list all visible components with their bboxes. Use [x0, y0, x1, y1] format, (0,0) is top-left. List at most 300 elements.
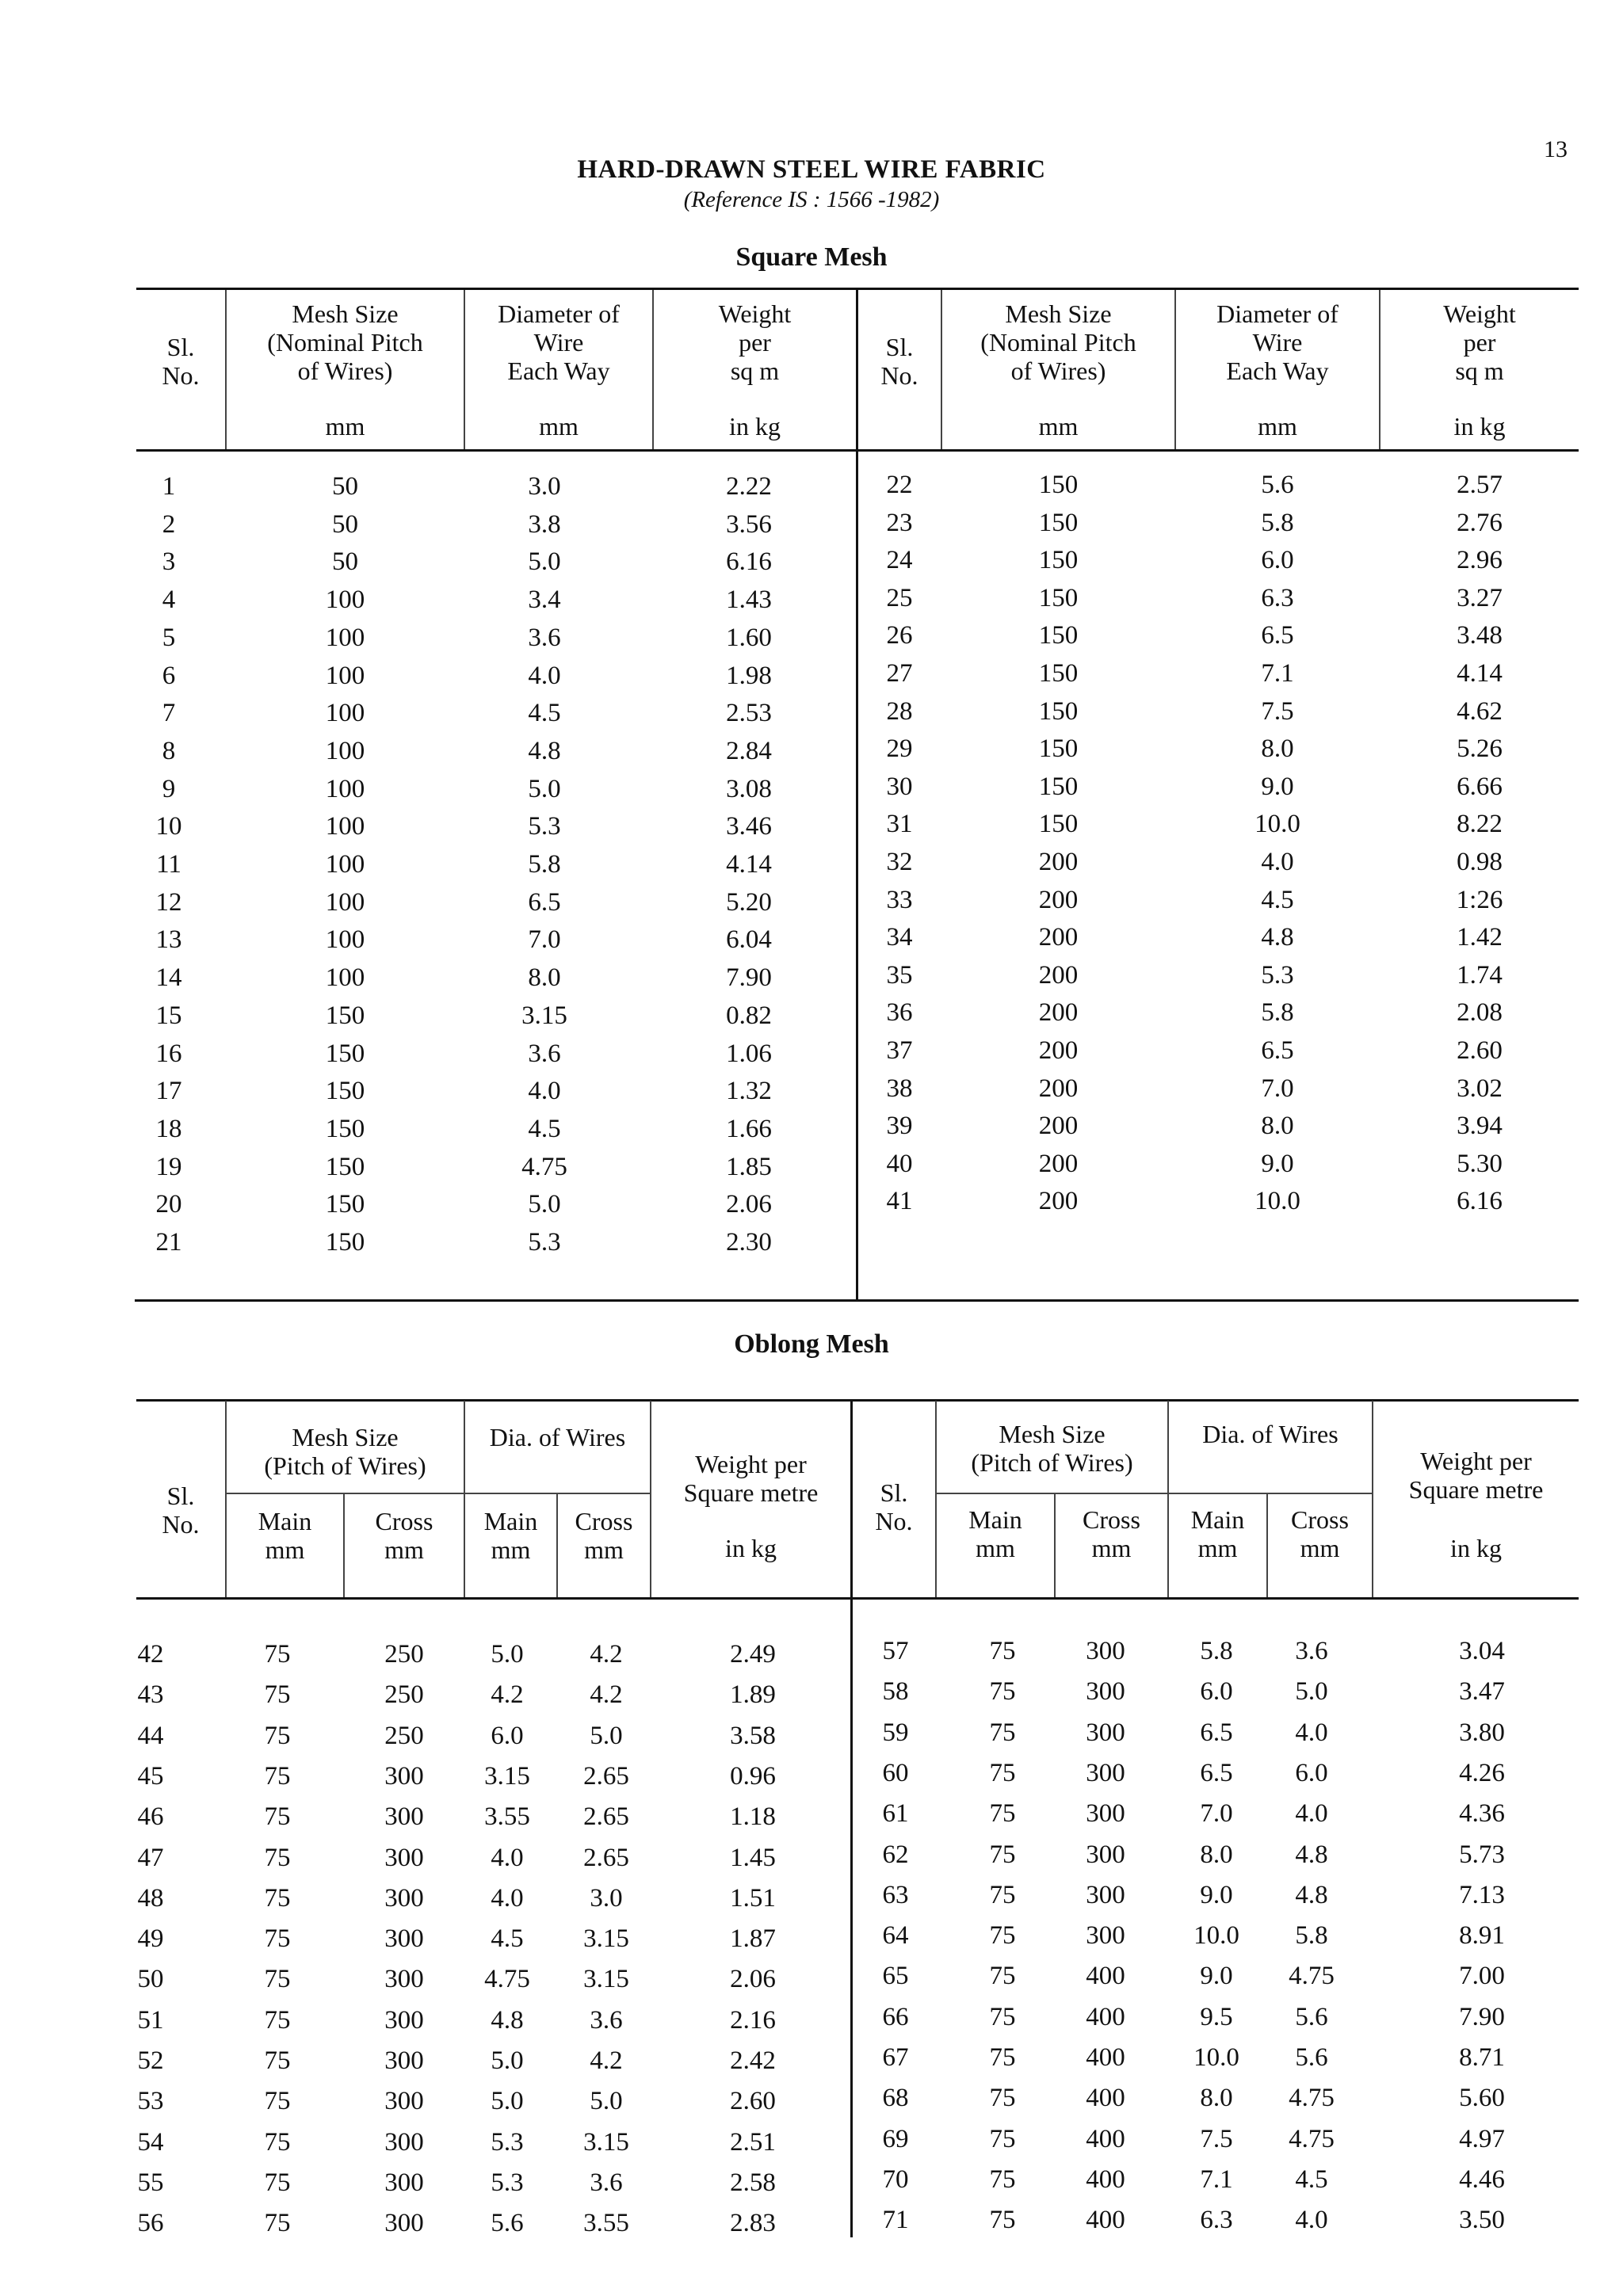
header-sl-no: Sl. No. — [162, 1482, 200, 1539]
cell-weight: 2.83 — [730, 2209, 776, 2238]
cell-mesh-size: 150 — [1038, 546, 1079, 575]
cell-mesh-main: 75 — [989, 1718, 1016, 1747]
cell-mesh-size: 100 — [325, 623, 365, 652]
cell-weight: 1.74 — [1457, 960, 1503, 990]
cell-sl-no: 69 — [882, 2124, 909, 2153]
cell-sl-no: 57 — [882, 1637, 909, 1665]
cell-dia-cross: 5.0 — [590, 2087, 623, 2116]
cell-mesh-main: 75 — [264, 1883, 291, 1913]
cell-mesh-size: 200 — [1038, 998, 1079, 1028]
cell-diameter: 5.0 — [528, 774, 561, 803]
cell-sl-no: 15 — [155, 1001, 182, 1030]
cell-weight: 3.56 — [726, 509, 772, 539]
cell-dia-main: 9.5 — [1200, 2002, 1233, 2031]
cell-mesh-size: 150 — [325, 1228, 365, 1257]
cell-weight: 0.98 — [1457, 848, 1503, 876]
cell-sl-no: 16 — [155, 1039, 182, 1068]
cell-mesh-size: 150 — [1038, 621, 1079, 650]
cell-weight: 4.14 — [726, 850, 772, 879]
cell-mesh-main: 75 — [989, 1677, 1016, 1707]
cell-mesh-cross: 400 — [1086, 2002, 1125, 2031]
cell-weight: 1.06 — [726, 1039, 772, 1068]
cell-diameter: 4.75 — [521, 1152, 567, 1181]
cell-weight: 6.16 — [726, 547, 772, 577]
cell-mesh-cross: 400 — [1086, 1962, 1125, 1991]
cell-mesh-main: 75 — [989, 2206, 1016, 2235]
cell-weight: 4.26 — [1459, 1758, 1505, 1787]
cell-mesh-size: 150 — [1038, 734, 1079, 764]
cell-diameter: 9.0 — [1261, 772, 1294, 801]
cell-diameter: 4.8 — [1261, 923, 1294, 952]
cell-sl-no: 61 — [882, 1799, 909, 1829]
cell-sl-no: 50 — [137, 1965, 164, 1994]
cell-dia-main: 9.0 — [1200, 1880, 1233, 1909]
cell-weight: 2.57 — [1457, 471, 1503, 499]
cell-sl-no: 39 — [886, 1112, 913, 1141]
cell-mesh-cross: 250 — [384, 1721, 424, 1750]
cell-sl-no: 56 — [137, 2209, 164, 2238]
cell-weight: 5.60 — [1459, 2084, 1505, 2113]
header-mesh-size: Mesh Size (Nominal Pitch of Wires) — [980, 299, 1136, 385]
cell-mesh-size: 100 — [325, 736, 365, 765]
cell-mesh-size: 50 — [332, 509, 358, 539]
cell-weight: 2.58 — [730, 2168, 776, 2197]
cell-mesh-main: 75 — [264, 1761, 291, 1791]
cell-weight: 5.20 — [726, 887, 772, 917]
cell-diameter: 5.3 — [1261, 960, 1294, 990]
cell-weight: 7.90 — [1459, 2002, 1505, 2031]
cell-sl-no: 20 — [155, 1190, 182, 1219]
cell-sl-no: 62 — [882, 1840, 909, 1869]
cell-mesh-cross: 250 — [384, 1680, 424, 1710]
cell-mesh-main: 75 — [264, 1640, 291, 1669]
cell-mesh-main: 75 — [989, 2164, 1016, 2194]
table-rule-header — [136, 1597, 1579, 1600]
cell-weight: 2.84 — [726, 736, 772, 765]
cell-weight: 3.46 — [726, 812, 772, 841]
cell-sl-no: 55 — [137, 2168, 164, 2197]
cell-mesh-cross: 300 — [384, 2168, 424, 2197]
cell-mesh-size: 150 — [1038, 772, 1079, 801]
cell-diameter: 7.0 — [528, 925, 561, 955]
cell-weight: 4.97 — [1459, 2124, 1505, 2153]
cell-mesh-main: 75 — [989, 2124, 1016, 2153]
cell-dia-cross: 3.0 — [590, 1883, 623, 1913]
cell-mesh-cross: 300 — [384, 2209, 424, 2238]
cell-dia-main: 7.5 — [1200, 2124, 1233, 2153]
cell-sl-no: 60 — [882, 1758, 909, 1787]
cell-dia-main: 10.0 — [1193, 1921, 1239, 1951]
cell-mesh-size: 100 — [325, 887, 365, 917]
cell-mesh-cross: 300 — [384, 2046, 424, 2075]
square-mesh-heading: Square Mesh — [735, 242, 888, 272]
cell-dia-main: 5.6 — [491, 2209, 524, 2238]
header-cross: Cross mm — [1291, 1505, 1349, 1562]
header-main: Main mm — [1190, 1505, 1245, 1562]
cell-mesh-size: 200 — [1038, 1187, 1079, 1216]
cell-sl-no: 28 — [886, 696, 913, 726]
cell-weight: 0.96 — [730, 1761, 776, 1791]
cell-mesh-size: 150 — [325, 1001, 365, 1030]
cell-dia-main: 7.1 — [1200, 2164, 1233, 2194]
cell-weight: 2.16 — [730, 2005, 776, 2035]
cell-diameter: 4.0 — [528, 661, 561, 690]
cell-diameter: 10.0 — [1254, 810, 1300, 839]
cell-mesh-main: 75 — [264, 1924, 291, 1954]
cell-diameter: 6.5 — [528, 887, 561, 917]
cell-diameter: 5.8 — [1261, 508, 1294, 537]
header-weight: Weight per Square metre — [683, 1450, 819, 1507]
cell-weight: 3.94 — [1457, 1112, 1503, 1141]
oblong-mesh-heading: Oblong Mesh — [734, 1329, 889, 1359]
header-sl-no: Sl. No. — [875, 1478, 913, 1535]
cell-weight: 2.51 — [730, 2127, 776, 2157]
cell-dia-cross: 4.2 — [590, 2046, 623, 2075]
cell-diameter: 10.0 — [1254, 1187, 1300, 1216]
cell-dia-main: 4.2 — [491, 1680, 524, 1710]
cell-weight: 5.73 — [1459, 1840, 1505, 1869]
cell-mesh-size: 200 — [1038, 1112, 1079, 1141]
subheader-rule — [935, 1493, 1167, 1494]
subheader-rule — [464, 1493, 650, 1494]
cell-sl-no: 21 — [155, 1228, 182, 1257]
cell-sl-no: 65 — [882, 1962, 909, 1991]
page-subtitle: (Reference IS : 1566 -1982) — [683, 187, 940, 212]
cell-mesh-cross: 300 — [1086, 1799, 1125, 1829]
cell-diameter: 3.8 — [528, 509, 561, 539]
header-unit-dia: mm — [1258, 412, 1297, 441]
cell-sl-no: 59 — [882, 1718, 909, 1747]
cell-weight: 3.02 — [1457, 1074, 1503, 1103]
cell-diameter: 6.0 — [1261, 546, 1294, 575]
cell-dia-main: 3.15 — [484, 1761, 530, 1791]
cell-mesh-size: 100 — [325, 850, 365, 879]
cell-sl-no: 67 — [882, 2043, 909, 2072]
cell-weight: 2.06 — [730, 1965, 776, 1994]
cell-mesh-main: 75 — [989, 2043, 1016, 2072]
header-mesh-size: Mesh Size (Pitch of Wires) — [264, 1423, 426, 1480]
cell-sl-no: 12 — [155, 887, 182, 917]
cell-mesh-size: 150 — [325, 1077, 365, 1106]
cell-mesh-main: 75 — [264, 2209, 291, 2238]
cell-sl-no: 27 — [886, 659, 913, 688]
cell-weight: 1.43 — [726, 585, 772, 615]
cell-mesh-size: 150 — [1038, 583, 1079, 612]
cell-weight: 6.16 — [1457, 1187, 1503, 1216]
cell-weight: 2.08 — [1457, 998, 1503, 1028]
cell-sl-no: 54 — [137, 2127, 164, 2157]
cell-weight: 1.51 — [730, 1883, 776, 1913]
cell-diameter: 7.1 — [1261, 659, 1294, 688]
header-main: Main mm — [483, 1507, 538, 1564]
header-dia-wires: Dia. of Wires — [1202, 1420, 1338, 1448]
cell-weight: 1.32 — [726, 1077, 772, 1106]
cell-dia-cross: 3.6 — [1295, 1637, 1328, 1665]
cell-sl-no: 9 — [162, 774, 176, 803]
cell-mesh-main: 75 — [989, 1880, 1016, 1909]
cell-mesh-main: 75 — [264, 1843, 291, 1872]
cell-sl-no: 47 — [137, 1843, 164, 1872]
cell-sl-no: 8 — [162, 736, 176, 765]
table-rule-bottom — [135, 1299, 1579, 1302]
cell-sl-no: 36 — [886, 998, 913, 1028]
cell-mesh-main: 75 — [264, 2168, 291, 2197]
cell-mesh-size: 100 — [325, 925, 365, 955]
cell-weight: 2.60 — [1457, 1036, 1503, 1065]
header-sl-no: Sl. No. — [880, 333, 918, 390]
cell-weight: 7.90 — [726, 963, 772, 993]
cell-weight: 5.26 — [1457, 734, 1503, 764]
cell-diameter: 3.0 — [528, 472, 561, 501]
cell-weight: 1.18 — [730, 1802, 776, 1832]
cell-weight: 4.36 — [1459, 1799, 1505, 1829]
header-sl-no: Sl. No. — [162, 333, 200, 390]
header-cross: Cross mm — [575, 1507, 633, 1564]
cell-dia-cross: 5.0 — [1295, 1677, 1328, 1707]
cell-sl-no: 5 — [162, 623, 176, 652]
cell-sl-no: 32 — [886, 848, 913, 876]
cell-weight: 2.42 — [730, 2046, 776, 2075]
cell-sl-no: 17 — [155, 1077, 182, 1106]
cell-mesh-cross: 300 — [384, 1924, 424, 1954]
cell-dia-cross: 3.15 — [583, 2127, 629, 2157]
cell-mesh-cross: 400 — [1086, 2206, 1125, 2235]
cell-mesh-cross: 300 — [384, 2005, 424, 2035]
cell-weight: 2.60 — [730, 2087, 776, 2116]
cell-dia-main: 8.0 — [1200, 1840, 1233, 1869]
cell-sl-no: 19 — [155, 1152, 182, 1181]
cell-mesh-cross: 300 — [1086, 1921, 1125, 1951]
cell-dia-main: 5.3 — [491, 2127, 524, 2157]
cell-mesh-size: 100 — [325, 585, 365, 615]
cell-weight: 3.80 — [1459, 1718, 1505, 1747]
cell-dia-cross: 3.15 — [583, 1965, 629, 1994]
cell-dia-cross: 2.65 — [583, 1761, 629, 1791]
page-number: 13 — [1544, 136, 1568, 162]
cell-diameter: 3.6 — [528, 1039, 561, 1068]
cell-diameter: 3.4 — [528, 585, 561, 615]
cell-dia-cross: 2.65 — [583, 1802, 629, 1832]
header-unit-weight: in kg — [729, 412, 781, 441]
header-diameter: Diameter of Wire Each Way — [1216, 299, 1338, 385]
cell-weight: 3.04 — [1459, 1637, 1505, 1665]
cell-weight: 1.42 — [1457, 923, 1503, 952]
cell-dia-main: 6.0 — [1200, 1677, 1233, 1707]
cell-sl-no: 51 — [137, 2005, 164, 2035]
cell-weight: 1.87 — [730, 1924, 776, 1954]
cell-sl-no: 66 — [882, 2002, 909, 2031]
cell-diameter: 6.5 — [1261, 621, 1294, 650]
cell-dia-main: 4.8 — [491, 2005, 524, 2035]
cell-mesh-size: 150 — [1038, 696, 1079, 726]
cell-dia-main: 6.5 — [1200, 1758, 1233, 1787]
cell-mesh-cross: 400 — [1086, 2043, 1125, 2072]
cell-mesh-main: 75 — [989, 1921, 1016, 1951]
cell-dia-main: 5.3 — [491, 2168, 524, 2197]
cell-mesh-main: 75 — [264, 1802, 291, 1832]
cell-mesh-cross: 300 — [384, 1965, 424, 1994]
cell-weight: 1.60 — [726, 623, 772, 652]
cell-dia-cross: 5.6 — [1295, 2043, 1328, 2072]
cell-dia-main: 4.0 — [491, 1843, 524, 1872]
cell-sl-no: 2 — [162, 509, 176, 539]
header-unit-weight: in kg — [1450, 1534, 1502, 1562]
cell-sl-no: 29 — [886, 734, 913, 764]
cell-sl-no: 13 — [155, 925, 182, 955]
header-unit-weight: in kg — [725, 1534, 777, 1562]
cell-mesh-cross: 300 — [384, 1802, 424, 1832]
cell-sl-no: 23 — [886, 508, 913, 537]
cell-mesh-cross: 300 — [1086, 1880, 1125, 1909]
cell-mesh-size: 100 — [325, 699, 365, 728]
cell-diameter: 8.0 — [1261, 734, 1294, 764]
cell-dia-cross: 4.75 — [1289, 2084, 1335, 2113]
cell-mesh-size: 150 — [325, 1190, 365, 1219]
cell-dia-main: 6.5 — [1200, 1718, 1233, 1747]
cell-mesh-size: 150 — [1038, 471, 1079, 499]
cell-diameter: 3.6 — [528, 623, 561, 652]
cell-weight: 3.50 — [1459, 2206, 1505, 2235]
cell-dia-main: 5.8 — [1200, 1637, 1233, 1665]
cell-diameter: 6.3 — [1261, 583, 1294, 612]
subheader-rule — [225, 1493, 464, 1494]
cell-mesh-main: 75 — [264, 2046, 291, 2075]
cell-weight: 8.22 — [1457, 810, 1503, 839]
cell-dia-cross: 5.8 — [1295, 1921, 1328, 1951]
cell-mesh-size: 100 — [325, 774, 365, 803]
cell-weight: 2.76 — [1457, 508, 1503, 537]
cell-dia-main: 4.75 — [484, 1965, 530, 1994]
cell-sl-no: 49 — [137, 1924, 164, 1954]
cell-dia-main: 9.0 — [1200, 1962, 1233, 1991]
header-weight: Weight per Square metre — [1408, 1447, 1544, 1504]
cell-mesh-size: 150 — [325, 1114, 365, 1143]
header-dia-wires: Dia. of Wires — [489, 1423, 626, 1451]
cell-mesh-cross: 250 — [384, 1640, 424, 1669]
cell-weight: 1.85 — [726, 1152, 772, 1181]
cell-mesh-size: 100 — [325, 963, 365, 993]
cell-diameter: 3.15 — [521, 1001, 567, 1030]
cell-diameter: 4.8 — [528, 736, 561, 765]
cell-weight: 4.14 — [1457, 659, 1503, 688]
cell-mesh-size: 150 — [325, 1039, 365, 1068]
cell-weight: 3.58 — [730, 1721, 776, 1750]
cell-mesh-cross: 300 — [1086, 1718, 1125, 1747]
cell-sl-no: 22 — [886, 471, 913, 499]
header-unit-weight: in kg — [1453, 412, 1506, 441]
cell-weight: 2.53 — [726, 699, 772, 728]
cell-dia-cross: 3.15 — [583, 1924, 629, 1954]
cell-weight: 6.04 — [726, 925, 772, 955]
cell-dia-main: 5.0 — [491, 2087, 524, 2116]
cell-mesh-cross: 300 — [384, 1883, 424, 1913]
cell-weight: 4.46 — [1459, 2164, 1505, 2194]
cell-mesh-cross: 300 — [384, 1761, 424, 1791]
cell-sl-no: 45 — [137, 1761, 164, 1791]
cell-mesh-main: 75 — [264, 1721, 291, 1750]
cell-sl-no: 41 — [886, 1187, 913, 1216]
header-mesh-size: Mesh Size (Pitch of Wires) — [971, 1420, 1133, 1477]
cell-weight: 2.30 — [726, 1228, 772, 1257]
cell-mesh-size: 150 — [325, 1152, 365, 1181]
cell-sl-no: 26 — [886, 621, 913, 650]
subheader-rule — [1167, 1493, 1372, 1494]
cell-sl-no: 68 — [882, 2084, 909, 2113]
cell-diameter: 5.8 — [1261, 998, 1294, 1028]
cell-weight: 3.27 — [1457, 583, 1503, 612]
cell-weight: 3.48 — [1457, 621, 1503, 650]
cell-diameter: 5.8 — [528, 850, 561, 879]
cell-sl-no: 63 — [882, 1880, 909, 1909]
cell-mesh-size: 150 — [1038, 659, 1079, 688]
cell-diameter: 4.5 — [528, 1114, 561, 1143]
cell-weight: 7.13 — [1459, 1880, 1505, 1909]
cell-dia-cross: 4.75 — [1289, 1962, 1335, 1991]
cell-sl-no: 6 — [162, 661, 176, 690]
cell-mesh-size: 200 — [1038, 1149, 1079, 1178]
cell-diameter: 8.0 — [528, 963, 561, 993]
cell-mesh-cross: 300 — [384, 2087, 424, 2116]
cell-sl-no: 46 — [137, 1802, 164, 1832]
cell-dia-main: 8.0 — [1200, 2084, 1233, 2113]
cell-weight: 7.00 — [1459, 1962, 1505, 1991]
cell-weight: 8.91 — [1459, 1921, 1505, 1951]
cell-mesh-size: 200 — [1038, 923, 1079, 952]
cell-sl-no: 33 — [886, 885, 913, 914]
cell-diameter: 8.0 — [1261, 1112, 1294, 1141]
cell-weight: 1:26 — [1456, 885, 1503, 914]
cell-sl-no: 37 — [886, 1036, 913, 1065]
cell-diameter: 5.0 — [528, 547, 561, 577]
cell-dia-main: 4.5 — [491, 1924, 524, 1954]
page-title: HARD-DRAWN STEEL WIRE FABRIC — [577, 155, 1046, 184]
cell-sl-no: 3 — [162, 547, 176, 577]
cell-dia-cross: 4.0 — [1295, 1799, 1328, 1829]
cell-mesh-main: 75 — [264, 1680, 291, 1710]
cell-dia-main: 7.0 — [1200, 1799, 1233, 1829]
cell-diameter: 4.5 — [1261, 885, 1294, 914]
cell-sl-no: 24 — [886, 546, 913, 575]
cell-mesh-cross: 400 — [1086, 2124, 1125, 2153]
header-weight: Weight per sq m — [1443, 299, 1516, 385]
cell-sl-no: 35 — [886, 960, 913, 990]
cell-weight: 2.22 — [726, 472, 772, 501]
cell-sl-no: 52 — [137, 2046, 164, 2075]
cell-sl-no: 71 — [882, 2206, 909, 2235]
cell-sl-no: 25 — [886, 583, 913, 612]
cell-dia-main: 3.55 — [484, 1802, 530, 1832]
cell-weight: 5.30 — [1457, 1149, 1503, 1178]
cell-diameter: 7.0 — [1261, 1074, 1294, 1103]
cell-dia-main: 6.0 — [491, 1721, 524, 1750]
cell-weight: 2.49 — [730, 1640, 776, 1669]
cell-sl-no: 10 — [155, 812, 182, 841]
cell-dia-cross: 4.75 — [1289, 2124, 1335, 2153]
cell-mesh-size: 100 — [325, 661, 365, 690]
cell-mesh-main: 75 — [989, 1637, 1016, 1665]
cell-weight: 2.96 — [1457, 546, 1503, 575]
cell-mesh-size: 150 — [1038, 508, 1079, 537]
header-weight: Weight per sq m — [718, 299, 792, 385]
cell-weight: 6.66 — [1457, 772, 1503, 801]
cell-mesh-main: 75 — [989, 1962, 1016, 1991]
cell-mesh-size: 100 — [325, 812, 365, 841]
cell-dia-cross: 4.5 — [1295, 2164, 1328, 2194]
header-cross: Cross mm — [375, 1507, 433, 1564]
cell-mesh-main: 75 — [989, 2002, 1016, 2031]
header-diameter: Diameter of Wire Each Way — [498, 299, 620, 385]
cell-mesh-main: 75 — [989, 1840, 1016, 1869]
